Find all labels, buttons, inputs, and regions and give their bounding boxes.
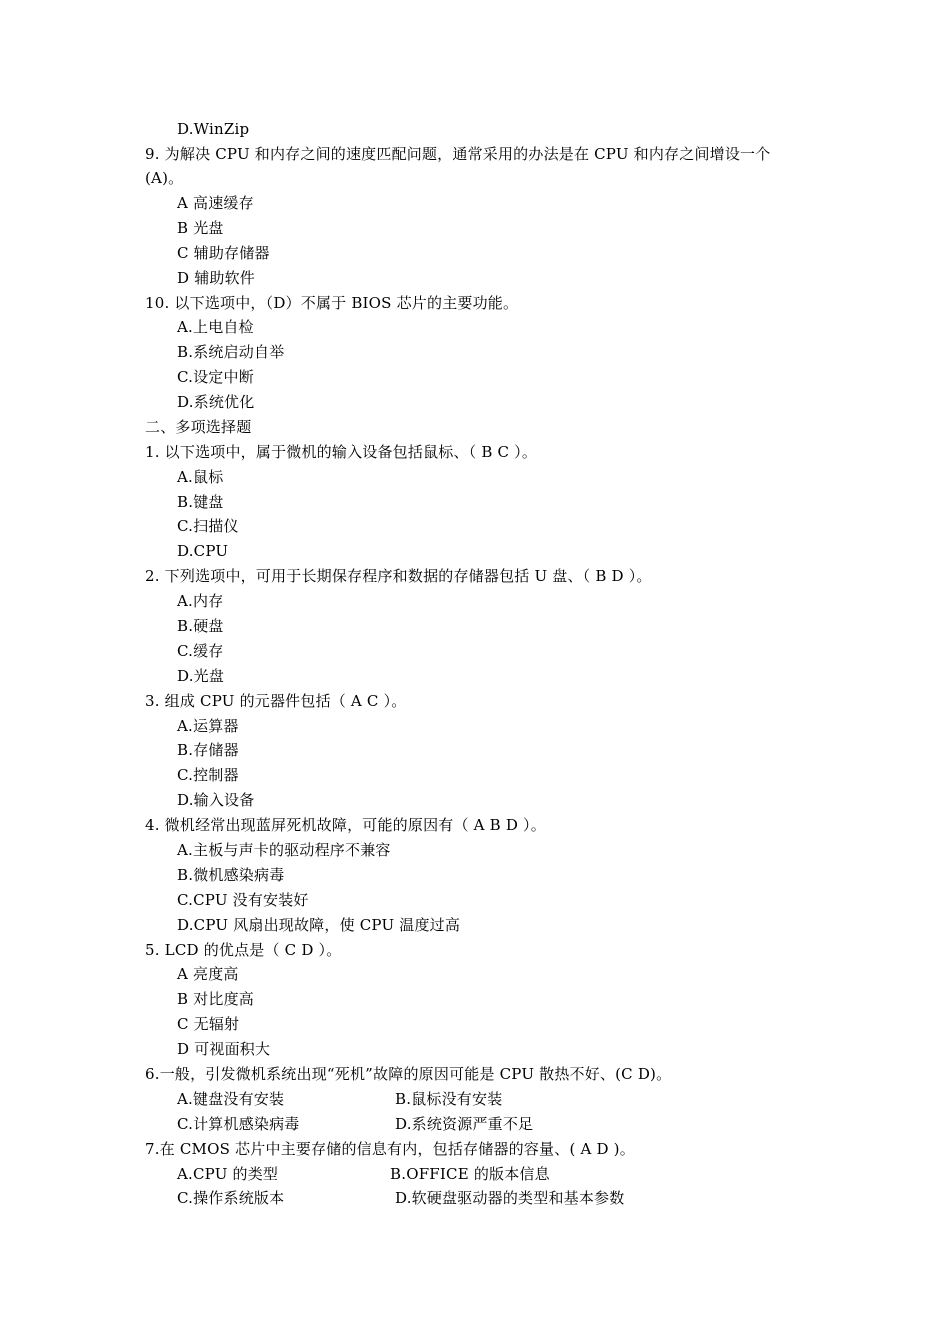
q10-option-d: D.系统优化 xyxy=(177,393,255,411)
mc1-option-a: A.鼠标 xyxy=(177,468,224,486)
mc6-option-b: B.鼠标没有安装 xyxy=(395,1090,503,1108)
q10-option-a: A.上电自检 xyxy=(177,318,254,336)
mc6-option-d: D.系统资源严重不足 xyxy=(395,1115,534,1133)
mc7-option-d: D.软硬盘驱动器的类型和基本参数 xyxy=(395,1189,625,1207)
q9-option-b: B 光盘 xyxy=(177,219,224,237)
mc4-option-c: C.CPU 没有安装好 xyxy=(177,891,309,909)
mc7-option-a: A.CPU 的类型 xyxy=(177,1165,279,1183)
mc3-option-b: B.存储器 xyxy=(177,741,239,759)
mc1-option-d: D.CPU xyxy=(177,542,229,560)
mc7-option-b: B.OFFICE 的版本信息 xyxy=(390,1165,550,1183)
q8-option-d: D.WinZip xyxy=(177,120,250,138)
mc5-option-a: A 亮度高 xyxy=(177,965,239,983)
q9-stem-line1: 9. 为解决 CPU 和内存之间的速度匹配问题，通常采用的办法是在 CPU 和内存之间增设一个 xyxy=(145,145,771,163)
mc3-option-a: A.运算器 xyxy=(177,717,239,735)
mc1-option-c: C.扫描仪 xyxy=(177,517,239,535)
q9-stem-line2: (A)。 xyxy=(145,169,184,187)
mc7-option-c: C.操作系统版本 xyxy=(177,1189,285,1207)
mc1-stem: 1. 以下选项中，属于微机的输入设备包括鼠标、（ B C ）。 xyxy=(145,443,538,461)
mc6-stem: 6.一般，引发微机系统出现“死机”故障的原因可能是 CPU 散热不好、(C D)。 xyxy=(145,1065,672,1083)
mc3-stem: 3. 组成 CPU 的元器件包括（ A C ）。 xyxy=(145,692,407,710)
q10-option-c: C.设定中断 xyxy=(177,368,254,386)
mc3-option-d: D.输入设备 xyxy=(177,791,255,809)
mc1-option-b: B.键盘 xyxy=(177,493,224,511)
mc5-option-d: D 可视面积大 xyxy=(177,1040,271,1058)
mc2-stem: 2. 下列选项中，可用于长期保存程序和数据的存储器包括 U 盘、（ B D ）。 xyxy=(145,567,652,585)
mc4-option-b: B.微机感染病毒 xyxy=(177,866,285,884)
mc4-option-a: A.主板与声卡的驱动程序不兼容 xyxy=(177,841,391,859)
mc4-option-d: D.CPU 风扇出现故障，使 CPU 温度过高 xyxy=(177,916,461,934)
mc5-option-c: C 无辐射 xyxy=(177,1015,240,1033)
mc7-stem: 7.在 CMOS 芯片中主要存储的信息有内，包括存储器的容量、( A D )。 xyxy=(145,1140,635,1158)
mc2-option-b: B.硬盘 xyxy=(177,617,224,635)
q9-option-a: A 高速缓存 xyxy=(177,194,254,212)
q10-option-b: B.系统启动自举 xyxy=(177,343,285,361)
mc2-option-d: D.光盘 xyxy=(177,667,225,685)
mc2-option-a: A.内存 xyxy=(177,592,224,610)
mc3-option-c: C.控制器 xyxy=(177,766,239,784)
mc5-option-b: B 对比度高 xyxy=(177,990,254,1008)
q9-option-c: C 辅助存储器 xyxy=(177,244,270,262)
mc2-option-c: C.缓存 xyxy=(177,642,224,660)
mc6-option-a: A.键盘没有安装 xyxy=(177,1090,285,1108)
mc4-stem: 4. 微机经常出现蓝屏死机故障，可能的原因有（ A B D ）。 xyxy=(145,816,546,834)
section2-heading: 二、多项选择题 xyxy=(145,418,252,436)
q9-option-d: D 辅助软件 xyxy=(177,269,255,287)
mc5-stem: 5. LCD 的优点是（ C D ）。 xyxy=(145,941,342,959)
q10-stem: 10. 以下选项中，（D）不属于 BIOS 芯片的主要功能。 xyxy=(145,294,519,312)
mc6-option-c: C.计算机感染病毒 xyxy=(177,1115,300,1133)
